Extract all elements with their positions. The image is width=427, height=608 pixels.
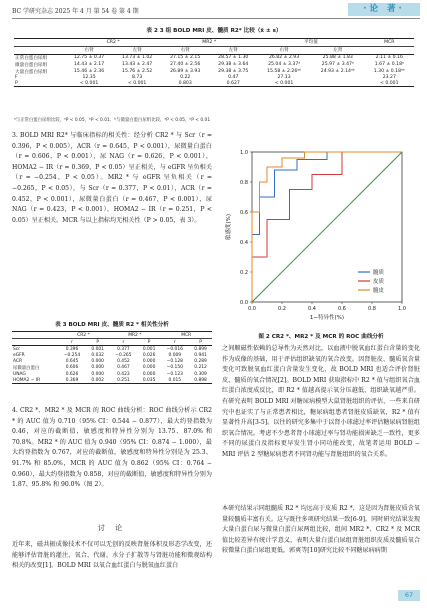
table2-row-cell: 24.93 ± 2.14ᵃᵇ [320,69,355,75]
roc-x-tick-label: 1.0 [398,306,406,312]
table3-row-cell: 0.289 [194,358,207,364]
table3-subcol: r [58,339,87,346]
table3-row-cell: 0.423 [117,371,130,377]
roc-chart-svg [222,144,420,334]
roc-x-tick-label: 0.8 [368,306,376,312]
table2-subcol: 右肾 [161,46,209,54]
roc-y-tick-label: 0.4 [240,239,248,246]
table3 [12,331,212,384]
table2-group: 平均值 [257,39,364,47]
table2-row-cell: 14.43 ± 2.17 [74,62,105,68]
table3-row-cell: 0.000 [142,358,156,364]
table3-subcol: r [109,339,138,346]
table3-row-label: HOMA2 − IR [12,377,58,384]
table3-row-cell: 0.377 [117,346,130,352]
table2-row-cell: < 0.001 [365,81,414,87]
table3-subcol: P [138,339,161,346]
table2-row-label: 微量白蛋白尿组 [15,62,48,68]
table3-group: MR2 * [109,332,160,339]
table3-row-cell: 0.015 [161,377,190,384]
table2-row-cell: 27.13 [277,75,291,81]
table3-row-cell: 0.026 [142,352,156,358]
table2 [14,38,414,87]
roc-x-axis-label: 1−特异性(%) [309,315,345,321]
table3-row-cell: −0.254 [63,352,81,358]
table3-group: MCR [161,332,212,339]
table3-row-cell: 0.035 [138,377,161,384]
table2-row [14,81,414,87]
table3-row-label: ACR [13,358,23,364]
table3-subcol: P [189,339,212,346]
table3-row-cell: 0.941 [194,352,207,358]
table2-row-label: 大量白蛋白尿组 [15,69,48,75]
table2-row-label: 正常白蛋白尿组 [15,55,48,61]
table2-row-cell: 0.22 [180,75,191,81]
table3-row-cell: 0.309 [194,371,207,377]
table2-row-cell: 26.89 ± 3.93 [170,69,201,75]
table3-row-cell: −0.265 [115,352,132,358]
table2-subcol: 左肾 [311,46,365,54]
discussion-para: 近年来，磁共振成像技术不仅可以无创的反映肾脏体积及形态学改变，还能够评估肾脏的灌注、氧合、代谢、水分子扩散等与肾脏功能和微观结构相关的改变[1]。BOLD MRI 以氧合血红蛋白与脱氧血红蛋白 [12,541,212,570]
table3-row-cell: 0.899 [194,346,207,352]
table2-subcol: 左肾 [209,46,257,54]
table2-row-cell: < 0.001 [65,81,113,87]
table3-row-cell: 0.002 [86,377,109,384]
roc-y-tick-label: 0.0 [240,299,248,306]
table2-row-cell: 13.43 ± 2.47 [122,62,153,68]
table3-row [12,377,212,384]
table3-row [12,364,212,371]
table3-row-cell: 0.396 [65,346,79,352]
table2-row-cell: 15.76 ± 2.52 [122,69,153,75]
table3-row-cell: 0.606 [65,365,79,370]
table2-row-cell: 23.27 [382,75,396,81]
table3-caption: 表 3 BOLD MRI 皮、髓质 R2 * 相关性分析 [55,322,169,328]
table3-row-cell: 0.626 [65,371,79,377]
table2-row-cell: 25.88 ± 1.83 [322,55,353,61]
table2-corner [14,39,65,47]
table3-subcol: r [161,339,190,346]
table2-row-cell: 0.803 [161,81,209,87]
roc-x-tick-label: 0.2 [278,306,286,312]
roc-chart [222,144,420,334]
section-badge: ·论 著· [348,3,420,16]
running-head: BC 学研究杂志 2025 年 4 月 第 54 卷 第 4 期 [12,8,139,15]
table3-row-cell: 0.000 [142,371,156,377]
table2-row-cell: 26.82 ± 2.93 [269,55,300,61]
table3-row-cell: 0.898 [189,377,212,384]
roc-x-tick-label: 0.4 [308,306,316,312]
table2-row-cell: 12.75 ± 0.37 [74,55,105,61]
roc-x-tick-label: 0.0 [248,306,256,312]
table2-subcol: 右肾 [257,46,311,54]
table3-row-cell: −0.123 [166,371,183,377]
table2-group: MCR [365,39,414,47]
discussion-para-right-1: 之间顺磁性依赖的总导性为天然对比，以血液中脱氧血红蛋白含量的变化作为成像的基础，用于评估组织缺氧的氧合改变。因肾脏皮、髓质氧含量变化可致脱氧血红蛋白含量发生变化，故 BOLD MRI 也适合评价肾脏皮、髓质的氧合情况[2]。BOLD MRI 获取指标中 R2 * 值与组织氧合血红蛋白浓度成反比，即 R2 * 值越高提示氧分压越低，组织缺氧越严重。有研究表明 BOLD MRI 对糖尿病模型大鼠肾脏组织的评估，一些来自研究中也证实了与正常患者相比，糖尿病组患者肾脏皮质缺氧，R2 * 值有显著性升高[3-5]。以往的研究多集中于以肾小球滤过率评估糖尿病肾脏组织氧合情况。考虑不少患者肾小球滤过率与肾功能损害缺乏一致性，更多不同的尿蛋白及指标更早发生肾小同功能改变，故笔者运用 BOLD − MRI 评估 2 型糖尿病患者不同肾功能与肾脏组织的氧合关系。 [222,345,420,458]
table3-row-cell: −0.128 [166,358,183,364]
table2-row-cell [311,81,365,87]
roc-y-axis-label: 敏感度(%) [226,213,232,241]
roc-y-tick-label: 1.0 [240,149,248,156]
table3-corner [12,332,58,339]
table2-footnote: ᵃ与正常白蛋白尿组比较，ᵃP < 0.05，ᵇP < 0.01；ᵇ与微量白蛋白尿组比较，ᵃP < 0.05，ᵇP < 0.01 [14,118,211,123]
table2-row-cell: 29.38 ± 3.64 [218,62,249,68]
table3-row-cell: 0.452 [117,358,130,364]
table2-row-cell: 0.627 [209,81,257,87]
table3-row-cell: 0.467 [117,365,130,370]
table3-row-cell: 0.000 [91,371,104,377]
header-rule [12,18,420,19]
table2-group: CR2 * [65,39,161,47]
table2-row-cell: 27.15 ± 2.15 [170,55,201,61]
table3-row-label: UNAG [13,371,26,377]
roc-y-tick-label: 0.6 [240,209,248,216]
roc-y-tick-label: 0.2 [240,269,248,276]
table2-row-label: P [14,81,65,87]
table2-row-cell: 2.11 ± 0.16 [375,55,403,61]
table2-row-cell: < 0.001 [257,81,311,87]
table3-subcol: P [86,339,109,346]
roc-y-tick-label: 0.8 [240,179,248,186]
table2-row-cell: 13.73 ± 1.02 [122,55,153,61]
results-para-roc: 4. CR2 *、MR2 * 及 MCR 的 ROC 曲线分析：ROC 曲线分析示 CR2 * 的 AUC 值为 0.710（95% CI：0.544 − 0.877），最大约登指数为 0.46，对应的截断值，敏感度和特异性分别为 13.75、87.0% 和 70.8%。MR2 * 的 AUC 值为 0.940（95% CI：0.874 − 1.000），最大约登指数为 0.767，对应的截断值，敏感度和特异性分别是为 25.3、91.7% 和 85.0%，MCR 的 AUC 值为 0.862（95% CI：0.764 − 0.960），最大约登指数为 0.858，对应的截断值，敏感度和特异性分别为 1.87、95.8% 和 90.0%（图 2）。 [12,407,212,489]
table2-row-label: F [15,75,18,81]
table3-row-cell: 0.000 [91,358,104,364]
table2-caption: 表 2 3 组 BOLD MRI 皮、髓质 R2* 比较（x̄ ± s） [146,28,282,34]
table3-row-cell: 0.001 [91,346,104,352]
page-number: 67 [398,590,420,601]
figure2-caption: 图 2 CR2 *、MR2 * 及 MCR 的 ROC 曲线分析 [258,334,384,340]
table2-row-cell: 15.46 ± 2.36 [74,69,105,75]
table2-row-cell: 0.47 [228,75,239,81]
table2-row [14,54,414,61]
table3-row-cell: 0.212 [194,365,207,370]
table3-row-label: Scr [13,346,21,352]
table3-row-cell: −0.150 [166,365,183,370]
discussion-heading: 讨 论 [97,524,127,532]
table2-row-cell: 25.04 ± 3.37ᵃ [268,62,301,68]
table2-row-cell: 12.35 [82,75,96,81]
roc-legend-label: 髓质 [373,270,385,276]
table2-subcol: 右肾 [65,46,113,54]
table3-row-cell: 0.009 [168,352,182,358]
discussion-para-right-2: 本研究结果示同组髓质 R2 * 均远高于皮质 R2 *，这是因为肾脏皮质含氧量较髓质丰富有关。这与既往多项研究结果一致[6-9]。同时研究结果发现大量白蛋白尿与微量白蛋白尿两组比较，组间 MR2 *、CR2 * 及 MCR 值比较差异有统计学意义，表明大量白蛋白尿组肾脏组织皮质及髓质氧合较微量白蛋白尿组更低。郭爽等[10]研究比较不同糖尿病病期 [222,505,420,555]
table2-row-cell: 1.30 ± 0.18ᵃᵇ [373,69,405,75]
table3-row-label: 尿微量白蛋白 [13,365,40,371]
table2-row [14,68,414,75]
roc-x-tick-label: 0.6 [338,306,346,312]
table2-row-cell: < 0.001 [113,81,161,87]
table2-row-cell: 25.97 ± 3.47ᵃ [321,62,354,68]
table3-row-cell: 0.001 [142,346,156,352]
table2-row-cell: 8.73 [132,75,143,81]
table3-row-label: eGFR [13,352,25,358]
roc-legend-label: 髓皮 [373,288,385,294]
results-para-correlation: 3. BOLD MRI R2* 与临床指标的相关性：经分析 CR2 * 与 Scr（r = 0.396，P < 0.005），ACR（r = 0.645，P < 0.001），尿微量白蛋白（r = 0.606，P < 0.001），尿 NAG（r = 0.626，P < 0.001），HOMA2 − IR（r = 0.369，P < 0.05）呈正相关，与 eGFR 呈负相关（r = −0.254，P < 0.05）。MR2 * 与 eGFR 呈负相关（r = −0.265，P < 0.05），与 Scr（r = 0.377，P < 0.01），ACR（r = 0.452，P < 0.001），尿微量白蛋白（r = 0.467，P < 0.001），尿 NAG（r = 0.423，P < 0.001），HOMA2 − IR（r = 0.251，P < 0.05）呈正相关。MCR 与以上指标均无相关性（P > 0.05，表 3）。 [12,132,212,224]
table3-group: CR2 * [58,332,109,339]
table3-row-cell: 0.000 [142,365,156,370]
table3-row-cell: 0.000 [91,365,104,370]
table2-row-cell: 15.58 ± 2.26ᵃᵇ [267,69,302,75]
table2-row-cell: 28.57 ± 1.30 [218,55,249,61]
table2-row-cell: 29.38 ± 3.75 [218,69,249,75]
table3-row-cell: 0.369 [58,377,87,384]
table3-row-cell: 0.645 [65,358,79,364]
table2-row-cell: 1.67 ± 0.18ᵃ [374,62,404,68]
table2-subcol: 左肾 [113,46,161,54]
table3-row-cell: 0.251 [109,377,138,384]
table2-row-cell: 27.40 ± 2.56 [170,62,201,68]
roc-legend-label: 皮质 [373,279,385,285]
table3-row-cell: 0.032 [91,352,104,358]
table2-row [14,61,414,68]
table2-group: MR2 * [161,39,257,47]
table3-row-cell: −0.016 [166,346,183,352]
